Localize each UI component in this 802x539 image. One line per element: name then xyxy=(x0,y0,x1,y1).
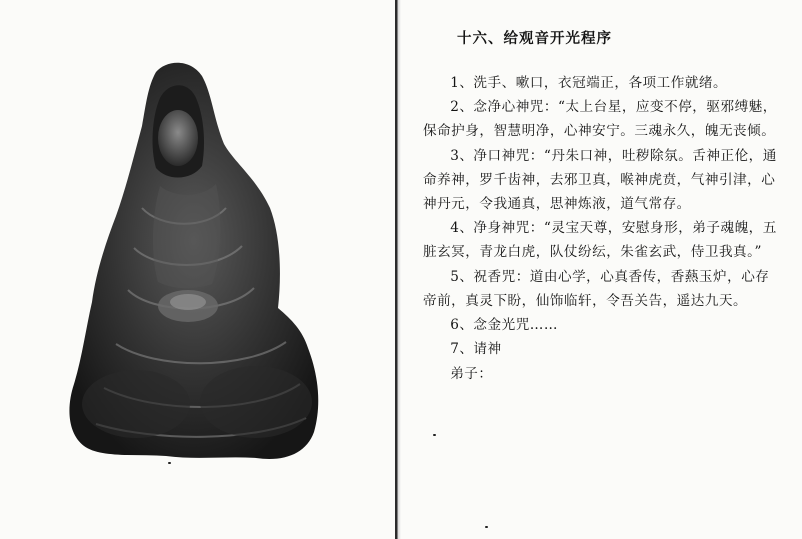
scan-speck xyxy=(433,434,436,436)
left-page xyxy=(0,0,395,539)
right-page xyxy=(401,0,802,539)
procedure-step-7: 7、请神 xyxy=(450,341,502,358)
procedure-step-4: 4、净身神咒：“灵宝天尊，安慰身形，弟子魂魄，五脏玄冥，青龙白虎，队仗纷纭，朱雀玄武，侍卫我真。” xyxy=(423,220,777,261)
procedure-text xyxy=(423,71,783,387)
procedure-step-1: 1、洗手、嗽口，衣冠端正，各项工作就绪。 xyxy=(450,75,728,91)
disciple-line: 弟子： xyxy=(450,366,493,383)
scan-speck xyxy=(168,462,171,464)
procedure-step-3: 3、净口神咒：“丹朱口神，吐秽除氛。舌神正伦，通命养神，罗千齿神，去邪卫真，喉神虎贲，气神引津，心神丹元，令我通真，思神炼液，道气常存。 xyxy=(423,147,777,213)
guanyin-statue-image xyxy=(56,58,332,468)
procedure-step-2: 2、念净心神咒：“太上台星，应变不停，驱邪缚魅，保命护身，智慧明净，心神安宁。三魂永久，魄无丧倾。 xyxy=(423,99,777,140)
procedure-step-5: 5、祝香咒：道由心学，心真香传，香爇玉炉，心存帝前，真灵下盼，仙饰临轩，令吾关告，遥达九天。 xyxy=(423,268,770,309)
section-heading: 十六、给观音开光程序 xyxy=(457,30,612,47)
procedure-step-6: 6、念金光咒…… xyxy=(450,317,558,334)
scan-speck xyxy=(485,526,488,528)
